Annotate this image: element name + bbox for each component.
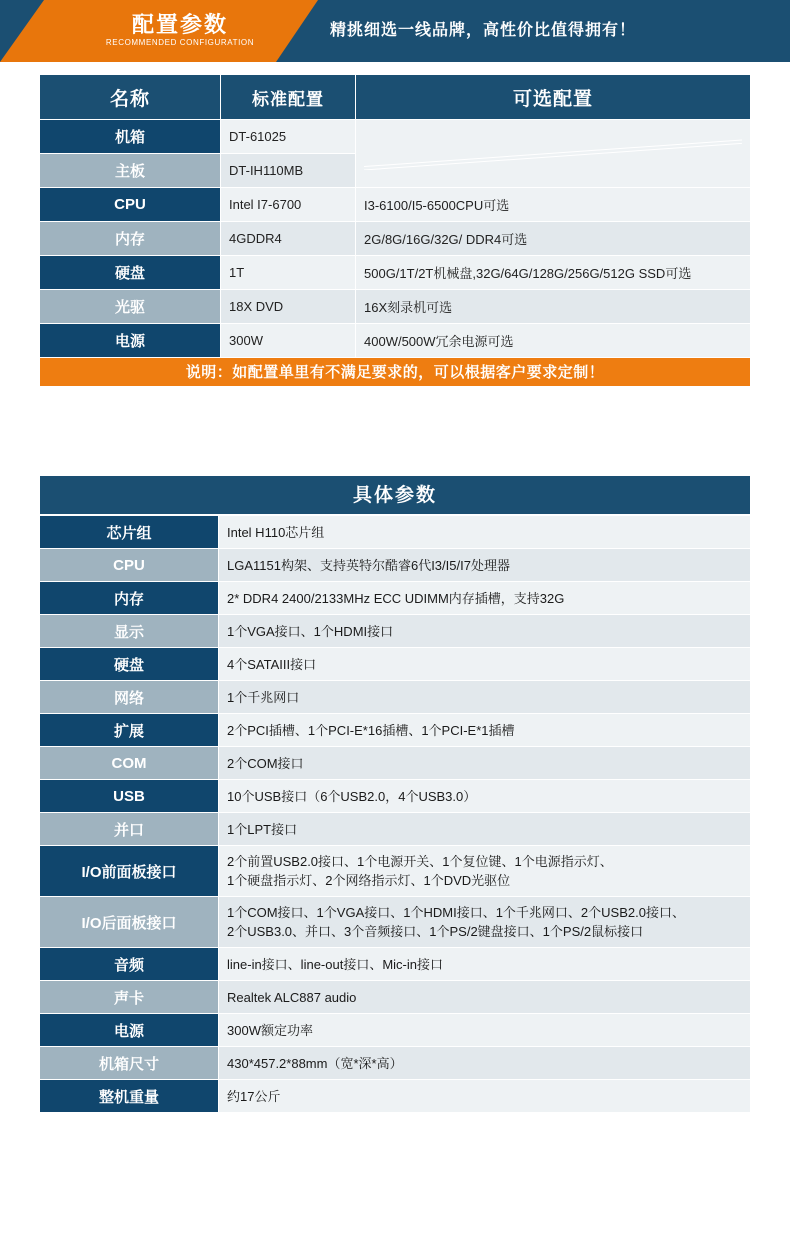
config-table-section: [39, 74, 751, 387]
table-row: [40, 549, 751, 582]
config-row-standard: DT-IH110MB: [221, 154, 356, 188]
spec-line: 4个SATAIII接口: [227, 656, 317, 672]
table-row: [40, 780, 751, 813]
spec-table-section: [39, 475, 751, 1113]
spec-row-label: 扩展: [40, 714, 219, 747]
table-row: [40, 648, 751, 681]
spec-line: Intel H110芯片组: [227, 524, 325, 540]
config-row-standard: DT-61025: [221, 120, 356, 154]
spec-row-value: [219, 1080, 751, 1113]
table-row: [40, 1047, 751, 1080]
config-row-standard: 1T: [221, 256, 356, 290]
spec-row-label: COM: [40, 747, 219, 780]
spec-line: 1个LPT接口: [227, 821, 298, 837]
config-row-optional-empty: [356, 120, 751, 188]
config-row-label: 内存: [40, 222, 221, 256]
config-row-standard: 4GDDR4: [221, 222, 356, 256]
table-row: [40, 516, 751, 549]
table-row: [40, 120, 751, 154]
spec-row-label: 网络: [40, 681, 219, 714]
spec-row-value: [219, 948, 751, 981]
spec-row-label: 显示: [40, 615, 219, 648]
config-row-label: 电源: [40, 324, 221, 358]
table-row: [40, 290, 751, 324]
table-row: [40, 813, 751, 846]
banner-slogan: 精挑细选一线品牌，高性价比值得拥有！: [330, 22, 637, 39]
config-row-optional: 16X刻录机可选: [356, 290, 751, 324]
spec-row-label: 机箱尺寸: [40, 1047, 219, 1080]
spec-row-value: [219, 582, 751, 615]
config-header-name: 名称: [40, 75, 221, 120]
spec-line: 2个COM接口: [227, 755, 304, 771]
spec-line: line-in接口、line-out接口、Mic-in接口: [227, 956, 443, 972]
spec-row-label: 硬盘: [40, 648, 219, 681]
spec-row-label: I/O前面板接口: [40, 846, 219, 897]
spec-row-label: 内存: [40, 582, 219, 615]
table-row: [40, 1014, 751, 1047]
config-row-optional: 2G/8G/16G/32G/ DDR4可选: [356, 222, 751, 256]
config-table-header-row: [40, 75, 751, 120]
table-row: [40, 714, 751, 747]
config-note-banner: 说明：如配置单里有不满足要求的，可以根据客户要求定制！: [39, 357, 751, 387]
spec-row-value: [219, 897, 751, 948]
spec-row-value: [219, 1014, 751, 1047]
spec-row-value: [219, 516, 751, 549]
spec-line: 1个VGA接口、1个HDMI接口: [227, 623, 394, 639]
spec-line: 10个USB接口（6个USB2.0，4个USB3.0）: [227, 788, 477, 804]
banner-title: 配置参数: [131, 12, 228, 37]
spec-row-value: [219, 846, 751, 897]
spec-row-value: [219, 681, 751, 714]
spec-line: 2个PCI插槽、1个PCI-E*16插槽、1个PCI-E*1插槽: [227, 722, 515, 738]
spec-row-label: I/O后面板接口: [40, 897, 219, 948]
spec-table: [39, 515, 751, 1113]
table-row: [40, 981, 751, 1014]
spec-row-label: 芯片组: [40, 516, 219, 549]
spec-row-label: USB: [40, 780, 219, 813]
spec-line: LGA1151构架、支持英特尔酷睿6代I3/I5/I7处理器: [227, 557, 510, 573]
table-row: [40, 222, 751, 256]
table-row: [40, 615, 751, 648]
table-row: [40, 256, 751, 290]
table-row: [40, 747, 751, 780]
spec-row-value: [219, 747, 751, 780]
spec-line: 1个COM接口、1个VGA接口、1个HDMI接口、1个千兆网口、2个USB2.0接口、: [227, 905, 685, 920]
table-row: [40, 1080, 751, 1113]
spec-row-value: [219, 981, 751, 1014]
spec-row-label: CPU: [40, 549, 219, 582]
spec-row-label: 并口: [40, 813, 219, 846]
section-spacer: [0, 387, 790, 475]
page-footer-space: [0, 1113, 790, 1209]
config-header-standard: 标准配置: [221, 75, 356, 120]
config-row-standard: 18X DVD: [221, 290, 356, 324]
table-row: [40, 846, 751, 897]
table-row: [40, 897, 751, 948]
spec-row-value: [219, 615, 751, 648]
config-row-label: 机箱: [40, 120, 221, 154]
spec-row-label: 音频: [40, 948, 219, 981]
spec-section-title: 具体参数: [39, 475, 751, 515]
spec-line: 2个USB3.0、并口、3个音频接口、1个PS/2键盘接口、1个PS/2鼠标接口: [227, 924, 644, 939]
spec-row-value: [219, 714, 751, 747]
page-header-banner: [0, 0, 790, 62]
config-row-label: CPU: [40, 188, 221, 222]
spec-line: 300W额定功率: [227, 1022, 313, 1038]
config-table: [39, 74, 751, 358]
table-row: [40, 582, 751, 615]
spec-row-label: 电源: [40, 1014, 219, 1047]
config-row-optional: 500G/1T/2T机械盘,32G/64G/128G/256G/512G SSD可选: [356, 256, 751, 290]
table-row: [40, 948, 751, 981]
spec-line: 2* DDR4 2400/2133MHz ECC UDIMM内存插槽，支持32G: [227, 590, 565, 606]
config-row-label: 硬盘: [40, 256, 221, 290]
table-row: [40, 681, 751, 714]
spec-row-value: [219, 648, 751, 681]
spec-line: Realtek ALC887 audio: [227, 989, 357, 1005]
spec-row-value: [219, 813, 751, 846]
spec-line: 约17公斤: [227, 1088, 281, 1104]
config-row-label: 主板: [40, 154, 221, 188]
spec-row-value: [219, 1047, 751, 1080]
spec-row-value: [219, 780, 751, 813]
config-row-standard: 300W: [221, 324, 356, 358]
config-row-standard: Intel I7-6700: [221, 188, 356, 222]
config-row-optional: I3-6100/I5-6500CPU可选: [356, 188, 751, 222]
spec-row-value: [219, 549, 751, 582]
banner-subtitle: RECOMMENDED CONFIGURATION: [105, 38, 255, 47]
spec-line: 2个前置USB2.0接口、1个电源开关、1个复位键、1个电源指示灯、: [227, 854, 613, 869]
config-row-label: 光驱: [40, 290, 221, 324]
spec-line: 1个千兆网口: [227, 689, 300, 705]
spec-row-label: 整机重量: [40, 1080, 219, 1113]
config-row-optional: 400W/500W冗余电源可选: [356, 324, 751, 358]
spec-line: 430*457.2*88mm（宽*深*高）: [227, 1055, 403, 1071]
table-row: [40, 188, 751, 222]
spec-line: 1个硬盘指示灯、2个网络指示灯、1个DVD光驱位: [227, 873, 511, 888]
config-header-optional: 可选配置: [356, 75, 751, 120]
spec-row-label: 声卡: [40, 981, 219, 1014]
table-row: [40, 324, 751, 358]
